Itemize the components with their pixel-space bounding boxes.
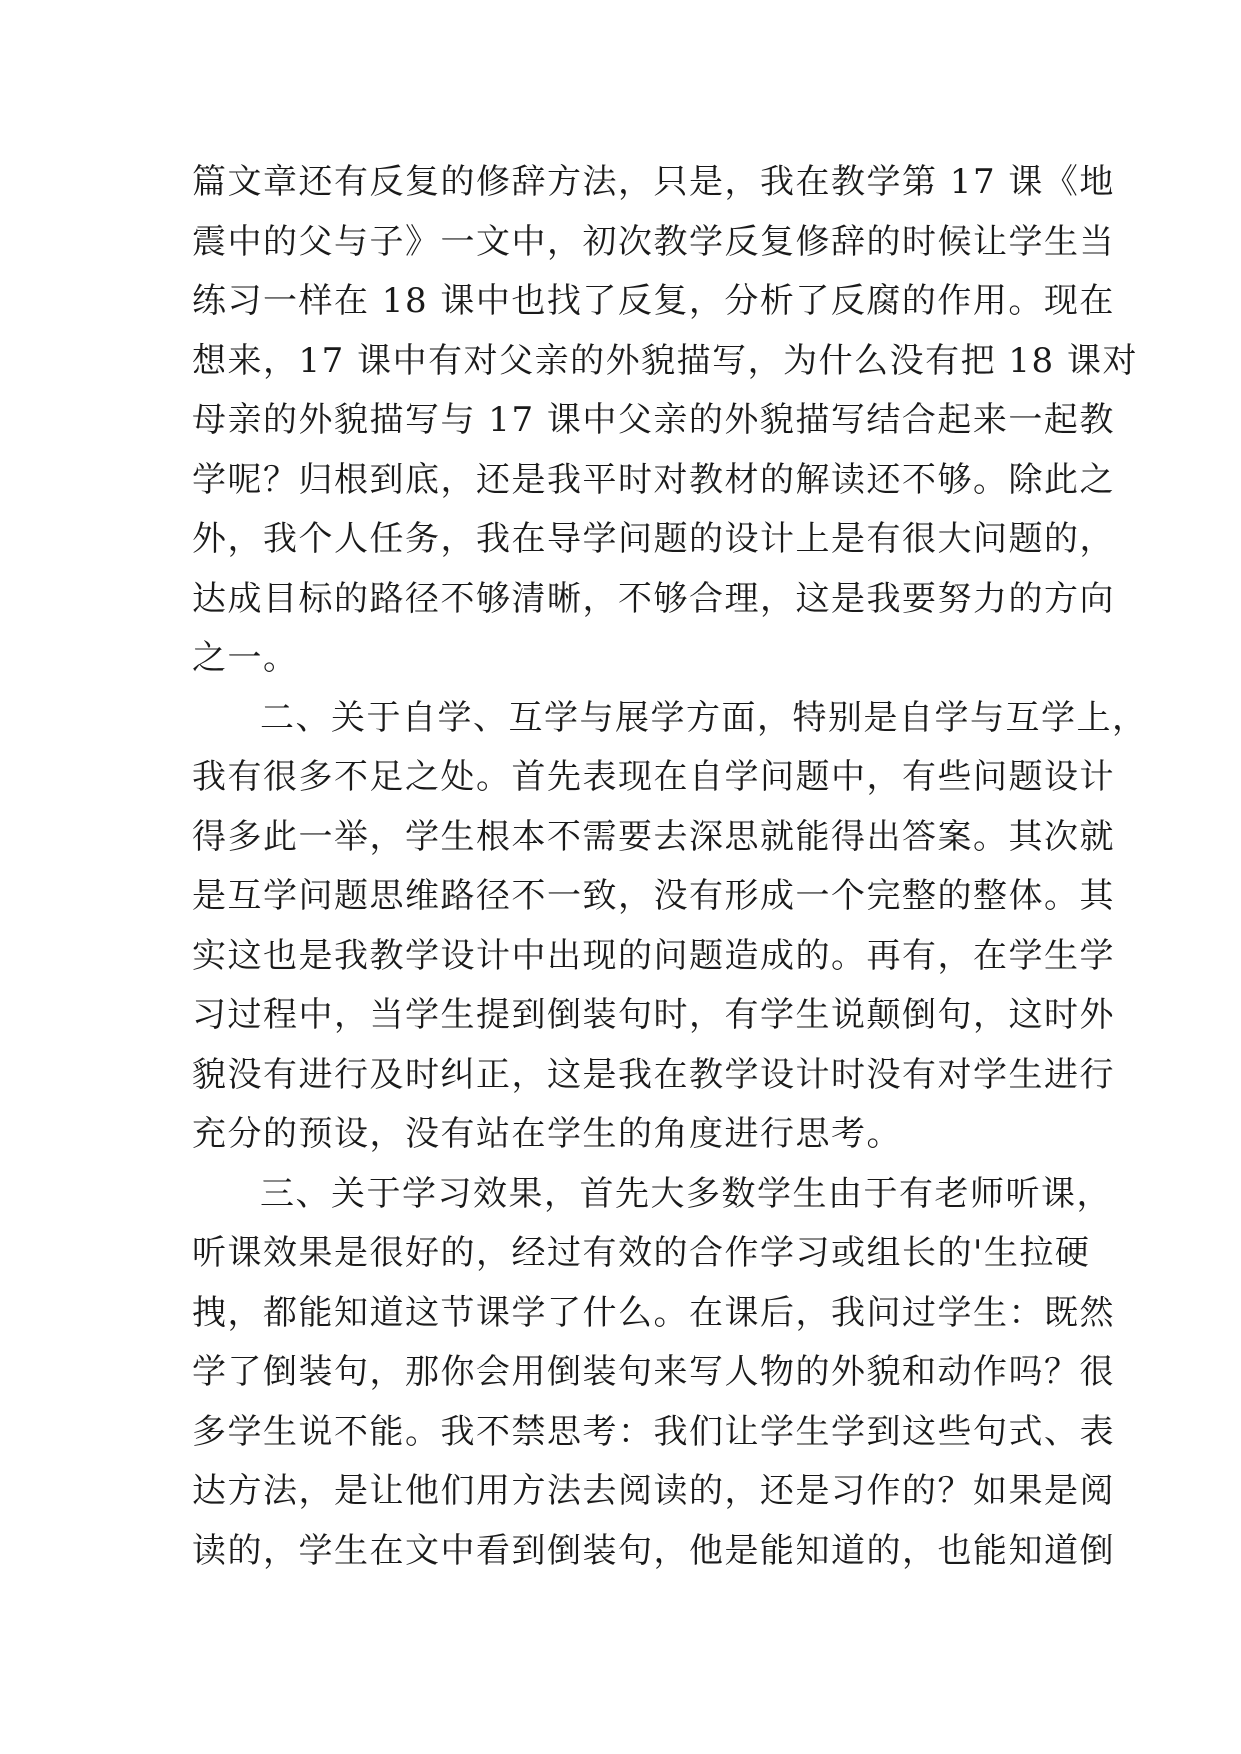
text-line: 读的，学生在文中看到倒装句，他是能知道的，也能知道倒	[192, 1530, 1115, 1571]
text-line: 震中的父与子》一文中，初次教学反复修辞的时候让学生当	[192, 221, 1115, 262]
text-line: 是互学问题思维路径不一致，没有形成一个完整的整体。其	[192, 876, 1115, 916]
text-line: 二、关于自学、互学与展学方面，特别是自学与互学上，	[260, 697, 1148, 738]
text-line: 达成目标的路径不够清晰，不够合理，这是我要努力的方向	[192, 578, 1115, 619]
text-line: 貌没有进行及时纠正，这是我在教学设计时没有对学生进行	[192, 1054, 1115, 1095]
text-line: 母亲的外貌描写与 17 课中父亲的外貌描写结合起来一起教	[192, 400, 1115, 440]
text-line: 之一。	[192, 638, 299, 678]
body-text	[192, 153, 1148, 1581]
text-line: 想来，17 课中有对父亲的外貌描写，为什么没有把 18 课对	[192, 340, 1138, 381]
text-line: 多学生说不能。我不禁思考：我们让学生学到这些句式、表	[192, 1411, 1115, 1452]
text-line: 充分的预设，没有站在学生的角度进行思考。	[192, 1114, 902, 1154]
text-line: 外，我个人任务，我在导学问题的设计上是有很大问题的，	[192, 519, 1115, 559]
text-line: 拽，都能知道这节课学了什么。在课后，我问过学生：既然	[192, 1292, 1115, 1333]
text-line: 习过程中，当学生提到倒装句时，有学生说颠倒句，这时外	[192, 995, 1115, 1035]
text-line: 学了倒装句，那你会用倒装句来写人物的外貌和动作吗？很	[192, 1352, 1115, 1392]
text-line: 练习一样在 18 课中也找了反复，分析了反腐的作用。现在	[192, 281, 1115, 321]
text-line: 三、关于学习效果，首先大多数学生由于有老师听课，	[260, 1173, 1112, 1214]
text-line: 实这也是我教学设计中出现的问题造成的。再有，在学生学	[192, 935, 1115, 976]
text-line: 听课效果是很好的，经过有效的合作学习或组长的'生拉硬	[192, 1233, 1091, 1273]
text-line: 达方法，是让他们用方法去阅读的，还是习作的？如果是阅	[192, 1471, 1115, 1511]
text-line: 篇文章还有反复的修辞方法，只是，我在教学第 17 课《地	[192, 162, 1115, 202]
text-line: 学呢？归根到底，还是我平时对教材的解读还不够。除此之	[192, 459, 1115, 500]
text-line: 我有很多不足之处。首先表现在自学问题中，有些问题设计	[192, 757, 1115, 797]
text-line: 得多此一举，学生根本不需要去深思就能得出答案。其次就	[192, 816, 1115, 857]
